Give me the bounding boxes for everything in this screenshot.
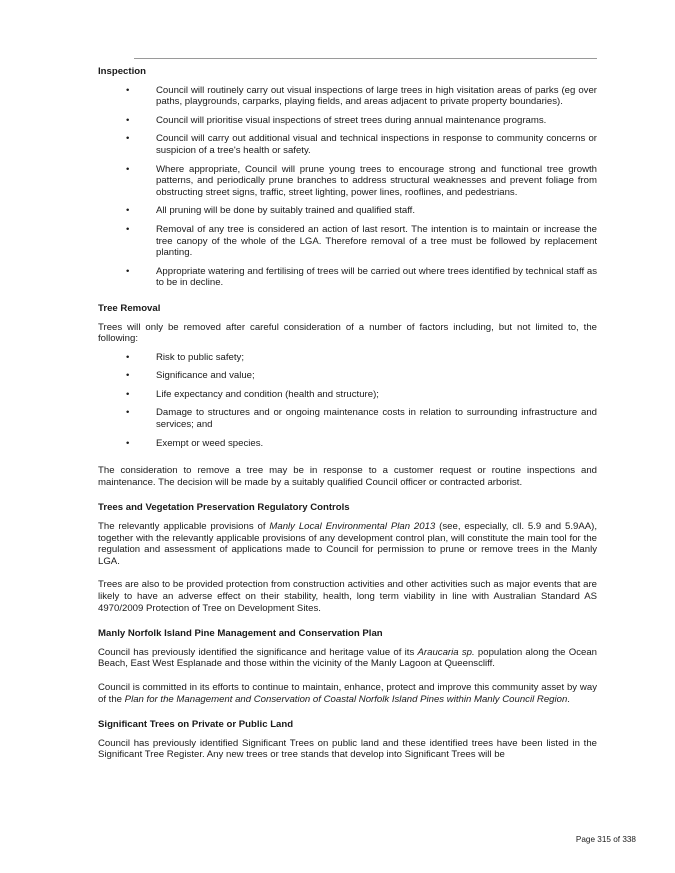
list-item: • Damage to structures and or ongoing maintenance costs in relation to surrounding infrastructure and services; and [126,407,597,431]
norfolk-heading: Manly Norfolk Island Pine Management and Conservation Plan [98,628,383,640]
inspection-list [98,85,597,289]
preservation-paragraph-1: The relevantly applicable provisions of Manly Local Environmental Plan 2013 (see, especially, cll. 5.9 and 5.9AA), together with the relevantly applicable provisions of any development control plan, will constitute the main tool for the regulation and assessment of applications made to Council for permission to prune or remove trees in the Manly LGA. [98,521,598,567]
bullet-icon: • [126,265,130,277]
bullet-icon: • [126,437,130,449]
list-item: • All pruning will be done by suitably trained and qualified staff. [126,205,416,217]
list-item: • Appropriate watering and fertilising of trees will be carried out where trees identified by technical staff as to be in decline. [126,265,597,289]
list-item: • Removal of any tree is considered an action of last resort. The intention is to maintain or increase the tree canopy of the whole of the LGA. Therefore removal of a tree must be followed by replacement planting. [126,223,597,259]
significant-paragraph-1: Council has previously identified Significant Trees on public land and these identified trees have been listed in the Significant Tree Register. Any new trees or tree stands that develop into Significant Trees will be [98,737,597,761]
list-item: • Where appropriate, Council will prune young trees to encourage strong and functional tree growth patterns, and periodically prune branches to address structural weaknesses and prevent foliage from obstructing street signs, traffic, street lighting, power lines, rooflines, and pedestrians. [126,163,597,198]
bullet-icon: • [126,351,130,363]
bullet-icon: • [126,223,130,235]
list-item: • Significance and value; [126,370,255,382]
tree-removal-heading: Tree Removal [98,302,161,314]
bullet-icon: • [126,388,130,400]
page-number: Page 315 of 338 [575,835,636,844]
bullet-icon: • [126,163,130,175]
tree-removal-outro: The consideration to remove a tree may be in response to a customer request or routine inspections and maintenance. The decision will be made by a suitably qualified Council officer or contracted arborist. [98,465,597,488]
header-rule [134,58,597,59]
bullet-icon: • [126,407,130,419]
bullet-icon: • [126,114,130,126]
tree-removal-intro: Trees will only be removed after careful consideration of a number of factors including, but not limited to, the following: [98,321,597,345]
list-item: • Council will carry out additional visual and technical inspections in response to community concerns or suspicion of a tree's health or safety. [126,133,597,156]
bullet-icon: • [126,205,130,217]
inspection-heading: Inspection [98,66,146,77]
list-item: • Council will prioritise visual inspections of street trees during annual maintenance programs. [126,114,547,126]
preservation-paragraph-2: Trees are also to be provided protection from construction activities and other activities such as major events that are likely to have an adverse effect on their stability, health, long term viability in line with Australian Standard AS 4970/2009 Protection of Tree on Development Sites. [98,579,597,614]
list-item: • Council will routinely carry out visual inspections of large trees in high visitation areas of parks (eg over paths, playgrounds, carparks, playing fields, and areas adjacent to private property boundaries). [126,84,597,108]
tree-removal-list [98,352,597,450]
list-item: • Exempt or weed species. [126,437,264,449]
preservation-heading: Trees and Vegetation Preservation Regulatory Controls [98,502,350,514]
bullet-icon: • [126,370,130,382]
list-item: • Risk to public safety; [126,351,244,363]
document-body [98,66,597,768]
bullet-icon: • [126,84,130,96]
significant-heading: Significant Trees on Private or Public Land [98,719,294,731]
bullet-icon: • [126,133,130,145]
list-item: • Life expectancy and condition (health and structure); [126,388,379,400]
norfolk-paragraph-2: Council is committed in its efforts to continue to maintain, enhance, protect and improve this community asset by way of the Plan for the Management and Conservation of Coastal Norfolk Island Pines within Manly Council Region. [98,681,597,705]
norfolk-paragraph-1: Council has previously identified the significance and heritage value of its Araucaria sp. population along the Ocean Beach, East West Esplanade and those within the vicinity of the Manly Lagoon at Queenscliff. [98,646,598,670]
